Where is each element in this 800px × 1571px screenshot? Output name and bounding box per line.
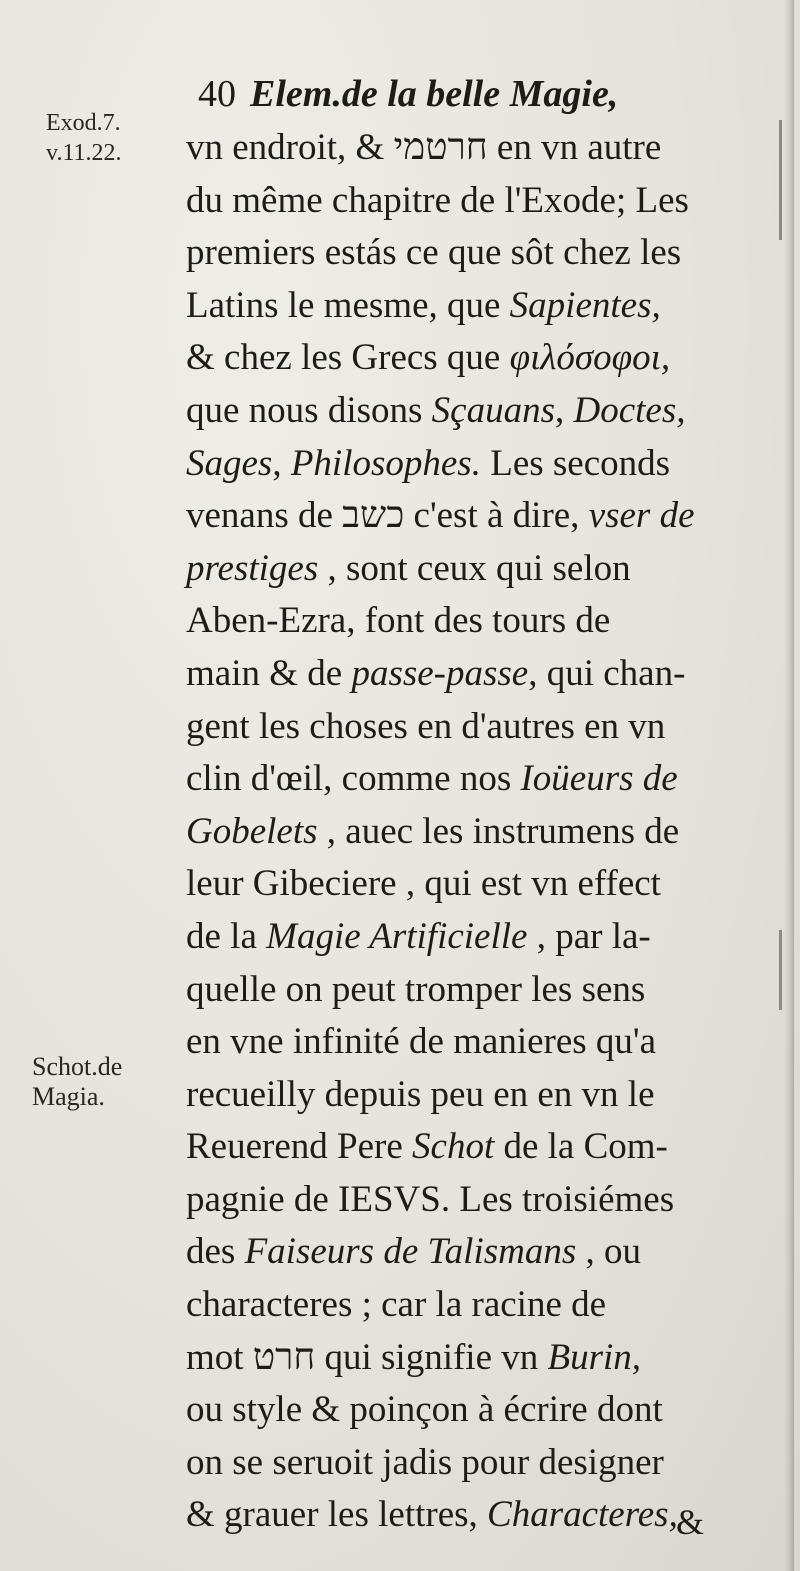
text-run: gent les choses en d'autres en vn bbox=[186, 705, 666, 747]
text-line bbox=[186, 1226, 766, 1279]
text-run: Les seconds bbox=[480, 442, 671, 484]
text-run: clin d'œil, comme nos bbox=[186, 758, 521, 800]
body-text bbox=[186, 122, 766, 1542]
text-run: pagnie de IESVS. Les troisiémes bbox=[186, 1178, 675, 1220]
italic-text: Sages bbox=[186, 442, 273, 484]
text-run: , sont ceux qui selon bbox=[318, 547, 631, 589]
text-run: que nous disons bbox=[186, 389, 432, 431]
page-edge-shadow bbox=[784, 0, 794, 1571]
text-line bbox=[186, 543, 766, 596]
page-edge-mark bbox=[779, 120, 782, 240]
text-line bbox=[186, 858, 766, 911]
italic-text: φιλόσοφοι, bbox=[509, 337, 671, 379]
text-line bbox=[186, 648, 766, 701]
text-run: ou style & poinçon à écrire dont bbox=[186, 1389, 663, 1431]
page-edge-mark bbox=[779, 930, 782, 1010]
text-run: venans de כשב c'est à dire, bbox=[186, 495, 589, 537]
text-line bbox=[186, 490, 766, 543]
text-line bbox=[186, 122, 766, 175]
italic-text: vser de bbox=[588, 495, 695, 537]
running-header bbox=[198, 72, 618, 116]
text-run: characteres ; car la racine de bbox=[186, 1284, 607, 1326]
text-run: Aben-Ezra, font des tours de bbox=[186, 600, 611, 642]
text-line bbox=[186, 964, 766, 1017]
italic-text: Doctes, bbox=[573, 389, 686, 431]
text-line bbox=[186, 911, 766, 964]
italic-text: Philosophes. bbox=[290, 442, 481, 484]
text-line bbox=[186, 332, 766, 385]
text-run: , qui chan- bbox=[528, 652, 686, 694]
text-run: , auec les instrumens de bbox=[317, 810, 680, 852]
text-line bbox=[186, 1332, 766, 1385]
text-run: de la Com- bbox=[494, 1126, 668, 1168]
text-line bbox=[186, 385, 766, 438]
text-line bbox=[186, 280, 766, 333]
text-line bbox=[186, 1016, 766, 1069]
italic-text: Burin, bbox=[547, 1336, 642, 1378]
italic-text: Schot bbox=[412, 1126, 495, 1168]
text-line bbox=[186, 1384, 766, 1437]
text-run: du même chapitre de l'Exode; Les bbox=[186, 179, 689, 221]
text-run: , bbox=[272, 442, 291, 484]
text-line bbox=[186, 701, 766, 754]
text-line bbox=[186, 227, 766, 280]
margin-note-exodus-reference: Exod.7. v.11.22. bbox=[46, 110, 122, 166]
text-run: en vne infinité de manieres qu'a bbox=[186, 1021, 657, 1063]
italic-text: Magie Artificielle bbox=[266, 915, 528, 957]
text-line bbox=[186, 175, 766, 228]
text-line bbox=[186, 595, 766, 648]
italic-text: Sapientes, bbox=[509, 284, 661, 326]
text-line bbox=[186, 753, 766, 806]
italic-text: Sçauans bbox=[431, 389, 555, 431]
text-line bbox=[186, 1174, 766, 1227]
text-run: Reuerend Pere bbox=[186, 1126, 413, 1168]
running-title: Elem.de la belle Magie, bbox=[250, 73, 619, 115]
text-run: main & de bbox=[186, 652, 352, 694]
text-run: , par la- bbox=[527, 915, 651, 957]
text-run: premiers estás ce que sôt chez les bbox=[186, 232, 682, 274]
text-run: vn endroit, & חרטמי en vn autre bbox=[186, 127, 662, 168]
text-run: leur Gibeciere , qui est vn effect bbox=[186, 863, 661, 905]
text-line bbox=[186, 1279, 766, 1332]
text-run: Latins le mesme, que bbox=[186, 284, 510, 326]
italic-text: prestiges bbox=[186, 547, 319, 589]
text-line bbox=[186, 1069, 766, 1122]
text-line bbox=[186, 1121, 766, 1174]
catchword: & bbox=[676, 1502, 705, 1542]
text-line bbox=[186, 438, 766, 491]
text-run: & chez les Grecs que bbox=[186, 337, 510, 379]
text-run: recueilly depuis peu en en vn le bbox=[186, 1073, 655, 1115]
text-run: , bbox=[554, 389, 574, 431]
text-run: & grauer les lettres, bbox=[186, 1494, 488, 1536]
page-number: 40 bbox=[198, 73, 236, 115]
italic-text: Ioüeurs de bbox=[520, 758, 678, 800]
text-run: quelle on peut tromper les sens bbox=[186, 968, 646, 1010]
text-run: de la bbox=[186, 915, 267, 957]
italic-text: Gobelets bbox=[186, 810, 318, 852]
text-line bbox=[186, 1437, 766, 1490]
text-line bbox=[186, 806, 766, 859]
text-run: , ou bbox=[576, 1231, 642, 1273]
text-run: des bbox=[186, 1231, 245, 1273]
text-run: mot חרט qui signifie vn bbox=[186, 1336, 548, 1378]
italic-text: Faiseurs de Talismans bbox=[244, 1231, 577, 1273]
text-run: on se seruoit jadis pour designer bbox=[186, 1441, 664, 1483]
italic-text: Characteres, bbox=[487, 1494, 678, 1536]
italic-text: passe-passe bbox=[351, 652, 529, 694]
margin-note-schot-reference: Schot.de Magia. bbox=[32, 1052, 123, 1111]
